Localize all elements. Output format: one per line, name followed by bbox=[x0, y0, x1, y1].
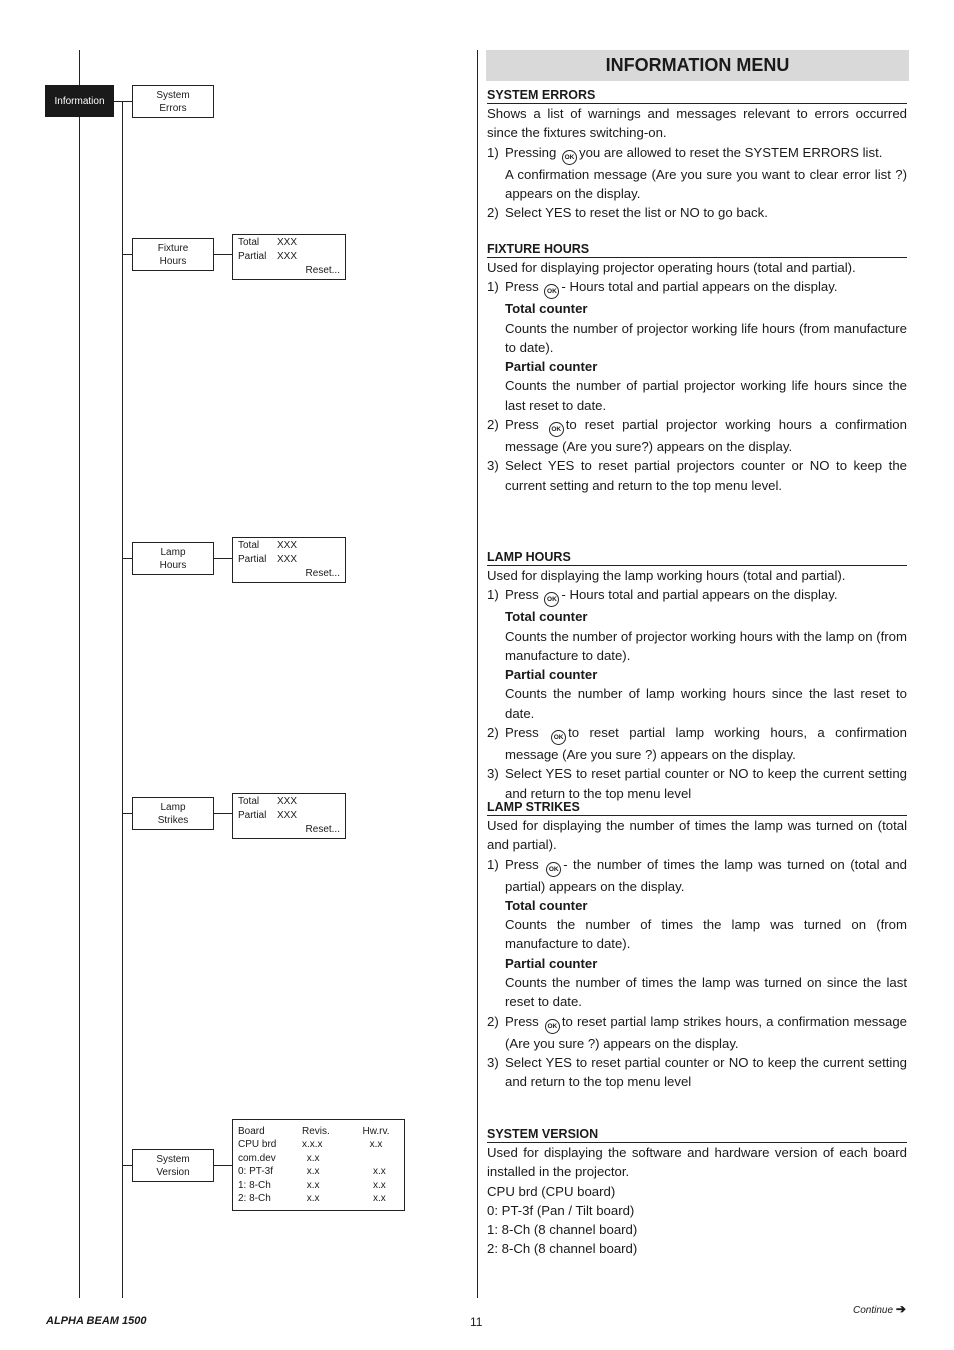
section-intro: Used for displaying the lamp working hours (total and partial). bbox=[487, 568, 846, 583]
partial-value: XXX bbox=[277, 251, 298, 262]
partial-value: XXX bbox=[277, 554, 298, 565]
partial-value: XXX bbox=[277, 810, 298, 821]
version-row bbox=[238, 1179, 399, 1192]
step-1: 1) Press OK - Hours total and partial appears on the display. bbox=[487, 277, 907, 299]
step-2: 2) Press OK to reset partial lamp strikes hours, a confirmation message (Are you sure ?) appears on the display. bbox=[487, 1013, 907, 1051]
board-name: 2: 8-Ch bbox=[238, 1193, 271, 1205]
total-value: XXX bbox=[277, 237, 298, 248]
hw-revision: x.x bbox=[369, 1139, 383, 1151]
total-counter-text: Counts the number of projector working life hours (from manufacture to date). bbox=[505, 320, 907, 355]
step-2: 2) Press OK to reset partial projector working hours a confirmation message (Are you sure?) appears on the display. bbox=[487, 417, 907, 455]
information-menu-node: Information bbox=[45, 85, 114, 117]
revision: x.x bbox=[306, 1152, 320, 1164]
revision: x.x.x bbox=[302, 1139, 323, 1151]
tree-connector bbox=[213, 558, 232, 559]
ok-button-icon: OK bbox=[544, 284, 559, 299]
system-version-table bbox=[232, 1119, 405, 1211]
fixture-hours-display bbox=[232, 234, 346, 280]
col-board: Board bbox=[238, 1126, 265, 1137]
hw-revision: x.x bbox=[372, 1193, 386, 1205]
system-errors-node: System Errors bbox=[132, 85, 214, 118]
lamp-strikes-display bbox=[232, 793, 346, 839]
tree-connector bbox=[114, 101, 132, 102]
step-1-note: A confirmation message (Are you sure you want to clear error list ?) appears on the display. bbox=[505, 166, 907, 201]
partial-label: Partial bbox=[238, 554, 267, 565]
partial-counter-text: Counts the number of times the lamp was turned on since the last reset to date. bbox=[505, 975, 907, 1010]
board-line: CPU brd (CPU board) bbox=[487, 1183, 616, 1199]
tree-line-main bbox=[79, 50, 80, 1298]
step-1: 1) Pressing OK you are allowed to reset the SYSTEM ERRORS list. bbox=[487, 143, 907, 165]
partial-counter-heading: Partial counter bbox=[505, 359, 598, 375]
partial-counter-text: Counts the number of lamp working hours since the last reset to date. bbox=[505, 686, 907, 721]
board-name: 0: PT-3f bbox=[238, 1166, 274, 1178]
tree-connector bbox=[122, 1165, 132, 1166]
section-title: LAMP STRIKES bbox=[487, 799, 907, 816]
version-row bbox=[238, 1192, 399, 1205]
version-row bbox=[238, 1165, 399, 1178]
revision: x.x bbox=[306, 1179, 320, 1191]
board-line: 1: 8-Ch (8 channel board) bbox=[487, 1222, 638, 1238]
ok-button-icon: OK bbox=[562, 150, 577, 165]
board-name: 1: 8-Ch bbox=[238, 1179, 271, 1191]
partial-counter-text: Counts the number of partial projector working life hours since the last reset to date. bbox=[505, 378, 907, 413]
partial-counter-heading: Partial counter bbox=[505, 955, 598, 971]
fixture-hours-node: Fixture Hours bbox=[132, 238, 214, 271]
version-row bbox=[238, 1138, 399, 1151]
step-1: 1) Press OK - Hours total and partial appears on the display. bbox=[487, 585, 907, 607]
tree-connector bbox=[122, 254, 132, 255]
total-counter-heading: Total counter bbox=[505, 301, 588, 317]
hw-revision: x.x bbox=[372, 1179, 386, 1191]
ok-button-icon: OK bbox=[549, 422, 564, 437]
step-2: 2) Select YES to reset the list or NO to go back. bbox=[487, 205, 768, 221]
version-row bbox=[238, 1152, 399, 1165]
section-intro: Used for displaying the software and hardware version of each board installed in the projector. bbox=[487, 1145, 907, 1180]
step-3: 3) Select YES to reset partial counter or NO to keep the current setting and return to the top menu level bbox=[487, 766, 907, 801]
total-label: Total bbox=[238, 796, 260, 807]
section-title: LAMP HOURS bbox=[487, 549, 907, 566]
step-3: 3) Select YES to reset partial projectors counter or NO to keep the current setting and return to the top menu level. bbox=[487, 458, 907, 493]
page-number: 11 bbox=[470, 1315, 483, 1329]
tree-connector bbox=[122, 813, 132, 814]
tree-connector bbox=[213, 813, 232, 814]
lamp-hours-node: Lamp Hours bbox=[132, 542, 214, 575]
board-name: com.dev bbox=[238, 1152, 276, 1164]
ok-button-icon: OK bbox=[544, 592, 559, 607]
hw-revision bbox=[360, 1152, 399, 1165]
col-hw-revision: Hw.rv. bbox=[362, 1126, 390, 1137]
ok-button-icon: OK bbox=[545, 1019, 560, 1034]
board-line: 2: 8-Ch (8 channel board) bbox=[487, 1241, 638, 1257]
continue-label: Continue bbox=[853, 1305, 894, 1316]
ok-button-icon: OK bbox=[551, 730, 566, 745]
total-counter-heading: Total counter bbox=[505, 609, 588, 625]
section-lamp-strikes bbox=[487, 799, 907, 1092]
step-3: 3) Select YES to reset partial counter or NO to keep the current setting and return to the top menu level bbox=[487, 1054, 907, 1090]
section-system-version bbox=[487, 1126, 907, 1259]
continue-link bbox=[853, 1302, 906, 1316]
section-fixture-hours bbox=[487, 241, 907, 495]
section-intro: Shows a list of warnings and messages relevant to errors occurred since the fixtures switching-on. bbox=[487, 106, 907, 141]
revision: x.x bbox=[306, 1193, 320, 1205]
reset-option: Reset... bbox=[305, 568, 340, 579]
lamp-hours-display bbox=[232, 537, 346, 583]
partial-counter-heading: Partial counter bbox=[505, 667, 598, 683]
section-intro: Used for displaying projector operating hours (total and partial). bbox=[487, 260, 856, 275]
partial-label: Partial bbox=[238, 810, 267, 821]
tree-line-sub bbox=[122, 101, 123, 1298]
ok-button-icon: OK bbox=[546, 862, 561, 877]
total-value: XXX bbox=[277, 796, 298, 807]
partial-label: Partial bbox=[238, 251, 267, 262]
section-title: FIXTURE HOURS bbox=[487, 241, 907, 258]
step-2: 2) Press OK to reset partial lamp working hours, a confirmation message (Are you sure ?) appears on the display. bbox=[487, 725, 907, 763]
total-counter-text: Counts the number of projector working hours with the lamp on (from manufacture to date). bbox=[505, 628, 907, 663]
total-counter-text: Counts the number of times the lamp was turned on (from manufacture to date). bbox=[505, 917, 907, 952]
system-version-node: System Version bbox=[132, 1149, 214, 1182]
section-intro: Used for displaying the number of times the lamp was turned on (total and partial). bbox=[487, 818, 907, 853]
col-revision: Revis. bbox=[302, 1126, 330, 1137]
total-counter-heading: Total counter bbox=[505, 897, 588, 913]
tree-connector bbox=[213, 1165, 232, 1166]
section-title: SYSTEM VERSION bbox=[487, 1126, 907, 1143]
total-value: XXX bbox=[277, 540, 298, 551]
total-label: Total bbox=[238, 540, 260, 551]
product-name: ALPHA BEAM 1500 bbox=[46, 1315, 147, 1327]
board-line: 0: PT-3f (Pan / Tilt board) bbox=[487, 1202, 635, 1218]
arrow-right-icon: ➔ bbox=[895, 1302, 906, 1316]
tree-connector bbox=[213, 254, 232, 255]
revision: x.x bbox=[306, 1166, 320, 1178]
section-lamp-hours bbox=[487, 549, 907, 803]
lamp-strikes-node: Lamp Strikes bbox=[132, 797, 214, 830]
page-divider bbox=[477, 50, 478, 1298]
reset-option: Reset... bbox=[305, 824, 340, 835]
hw-revision: x.x bbox=[372, 1166, 386, 1178]
total-label: Total bbox=[238, 237, 260, 248]
tree-connector bbox=[122, 558, 132, 559]
section-system-errors bbox=[487, 87, 907, 222]
step-1: 1) Press OK - the number of times the lamp was turned on (total and partial) appears on the display. bbox=[487, 856, 907, 894]
page-title: INFORMATION MENU bbox=[486, 50, 909, 81]
reset-option: Reset... bbox=[305, 265, 340, 276]
section-title: SYSTEM ERRORS bbox=[487, 87, 907, 104]
version-header-row bbox=[238, 1125, 399, 1138]
board-name: CPU brd bbox=[238, 1139, 277, 1151]
